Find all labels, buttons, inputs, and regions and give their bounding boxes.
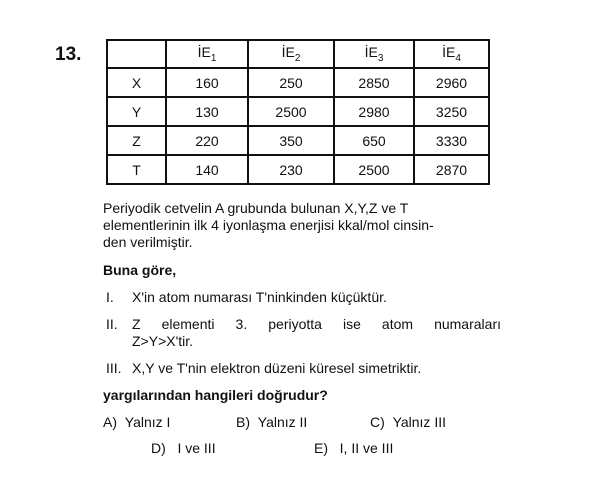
option-letter: A) [103,414,117,430]
statement-1 [106,289,501,306]
option-text: Yalnız II [257,414,308,430]
table-cell: 160 [166,68,248,97]
statement-text: X'in atom numarası T'ninkinden küçüktür. [132,289,387,305]
option-c[interactable] [370,414,446,430]
option-a[interactable] [103,414,170,430]
table-cell-element: Z [107,126,166,155]
description-line: elementlerinin ilk 4 iyonlaşma enerjisi kkal/mol cinsin- [103,217,434,233]
table-cell-element: Y [107,97,166,126]
table-cell-element: T [107,155,166,184]
option-letter: C) [370,414,385,430]
table-cell: 2500 [334,155,414,184]
question-number: 13. [55,44,82,65]
statement-number: III. [106,360,122,376]
question-text: yargılarından hangileri doğrudur? [103,387,328,403]
option-letter: E) [314,440,328,456]
statement-text: Z>Y>X'tir. [132,333,194,349]
table-cell: 230 [248,155,334,184]
statement-text: Z elementi 3. periyotta ise atom numaraları [132,316,501,332]
question-description [103,200,503,251]
option-text: Yalnız III [392,414,446,430]
table-cell: 130 [166,97,248,126]
table-cell: 140 [166,155,248,184]
table-cell: 2980 [334,97,414,126]
option-letter: B) [236,414,250,430]
description-line: Periyodik cetvelin A grubunda bulunan X,Y,Z ve T [103,200,409,216]
table-cell: 350 [248,126,334,155]
option-text: Yalnız I [124,414,171,430]
table-row [107,97,489,126]
table-header-ie4: $İE_4$ [414,40,489,68]
table-header-row [107,40,489,68]
table-cell: 220 [166,126,248,155]
table-cell: 650 [334,126,414,155]
option-text: I, II ve III [339,440,394,456]
table-header-ie2: $İE_2$ [248,40,334,68]
table-cell: 2960 [414,68,489,97]
table-cell: 3330 [414,126,489,155]
table-cell: 2850 [334,68,414,97]
option-b[interactable] [236,414,307,430]
statement-3 [106,360,501,377]
table-cell: 2870 [414,155,489,184]
table-row [107,126,489,155]
statement-2 [106,316,501,350]
table-header-ie1: $İE_1$ [166,40,248,68]
table-cell: 3250 [414,97,489,126]
option-letter: D) [151,440,166,456]
option-d[interactable] [151,440,216,456]
table-cell-element: X [107,68,166,97]
option-text: I ve III [177,440,216,456]
table-row [107,155,489,184]
table-cell: 250 [248,68,334,97]
description-line: den verilmiştir. [103,234,193,250]
table-row [107,68,489,97]
table-header-corner [107,40,166,68]
table-cell: 2500 [248,97,334,126]
table-header-ie3: $İE_3$ [334,40,414,68]
ionization-energy-table [106,39,490,185]
statement-number: I. [106,289,114,305]
statement-text: X,Y ve T'nin elektron düzeni küresel simetriktir. [132,360,422,376]
option-e[interactable] [314,440,393,456]
statement-number: II. [106,316,118,332]
question-prompt: Buna göre, [103,262,177,278]
